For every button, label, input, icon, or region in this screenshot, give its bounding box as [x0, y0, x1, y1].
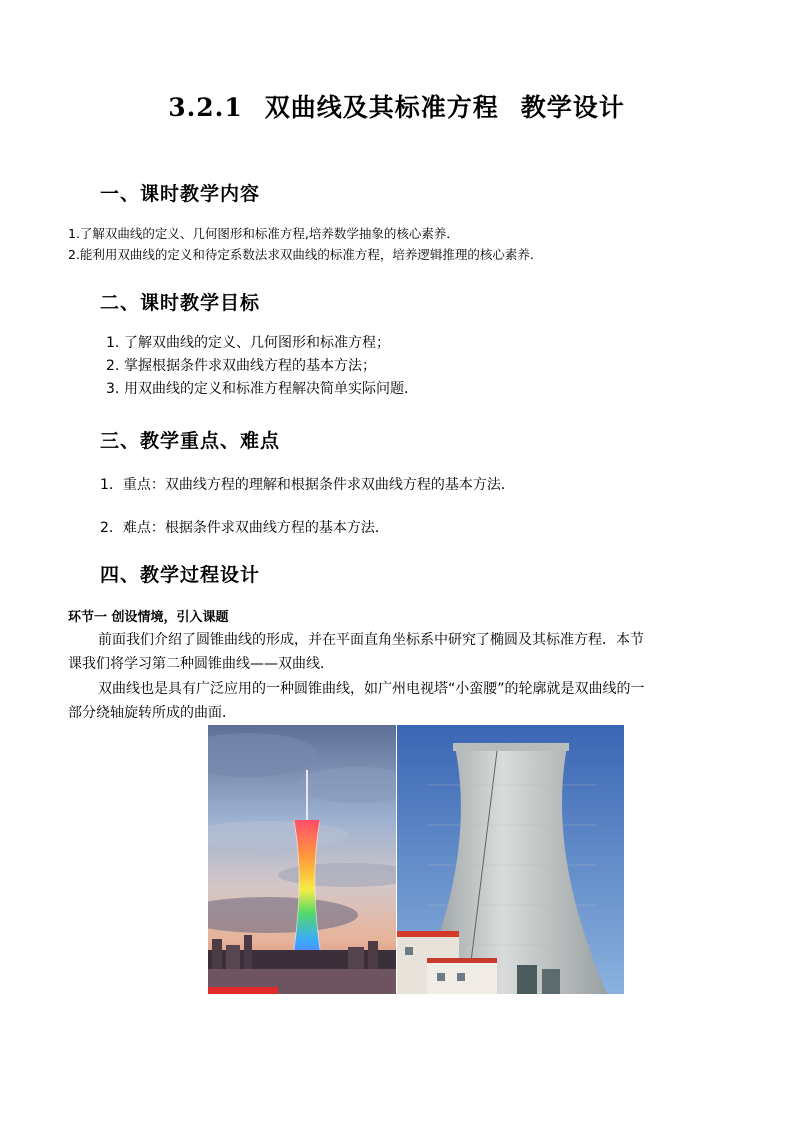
- canton-tower-photo: [208, 725, 396, 994]
- section1-line-2: 2.能利用双曲线的定义和待定系数法求双曲线的标准方程，培养逻辑推理的核心素养.: [68, 247, 534, 262]
- section3-heading: 三、教学重点、难点: [100, 430, 281, 452]
- list-item: 2. 掌握根据条件求双曲线方程的基本方法；: [106, 358, 376, 374]
- paragraph-2: 双曲线也是具有广泛应用的一种圆锥曲线，如广州电视塔“小蛮腰”的轮廓就是双曲线的一 部分绕轴旋转所成的曲面．: [68, 681, 645, 721]
- title-suffix: 教学设计: [520, 93, 625, 122]
- title-number: 3.2.1: [168, 93, 243, 122]
- section1-line-1: 1.了解双曲线的定义、几何图形和标准方程,培养数学抽象的核心素养．: [68, 226, 459, 241]
- difficult-point: 2．难点：根据条件求双曲线方程的基本方法．: [100, 520, 389, 536]
- section4-heading: 四、教学过程设计: [100, 564, 261, 586]
- paragraph-1: 前面我们介绍了圆锥曲线的形成，并在平面直角坐标系中研究了椭圆及其标准方程．本节 课我们将学习第二种圆锥曲线——双曲线．: [68, 632, 644, 672]
- photo-pair: [208, 725, 624, 994]
- key-point: 1．重点：双曲线方程的理解和根据条件求双曲线方程的基本方法．: [100, 477, 515, 493]
- page-title: [0, 88, 793, 124]
- section1-heading: 一、课时教学内容: [100, 183, 261, 205]
- section2-heading: 二、课时教学目标: [100, 292, 261, 314]
- cooling-tower-photo: [397, 725, 624, 994]
- step-label: 环节一 创设情境，引入课题: [68, 610, 229, 625]
- title-text: 双曲线及其标准方程: [264, 93, 499, 122]
- section2-list: [106, 332, 418, 401]
- list-item: 3. 用双曲线的定义和标准方程解决简单实际问题．: [106, 381, 418, 397]
- list-item: 1. 了解双曲线的定义、几何图形和标准方程；: [106, 335, 390, 351]
